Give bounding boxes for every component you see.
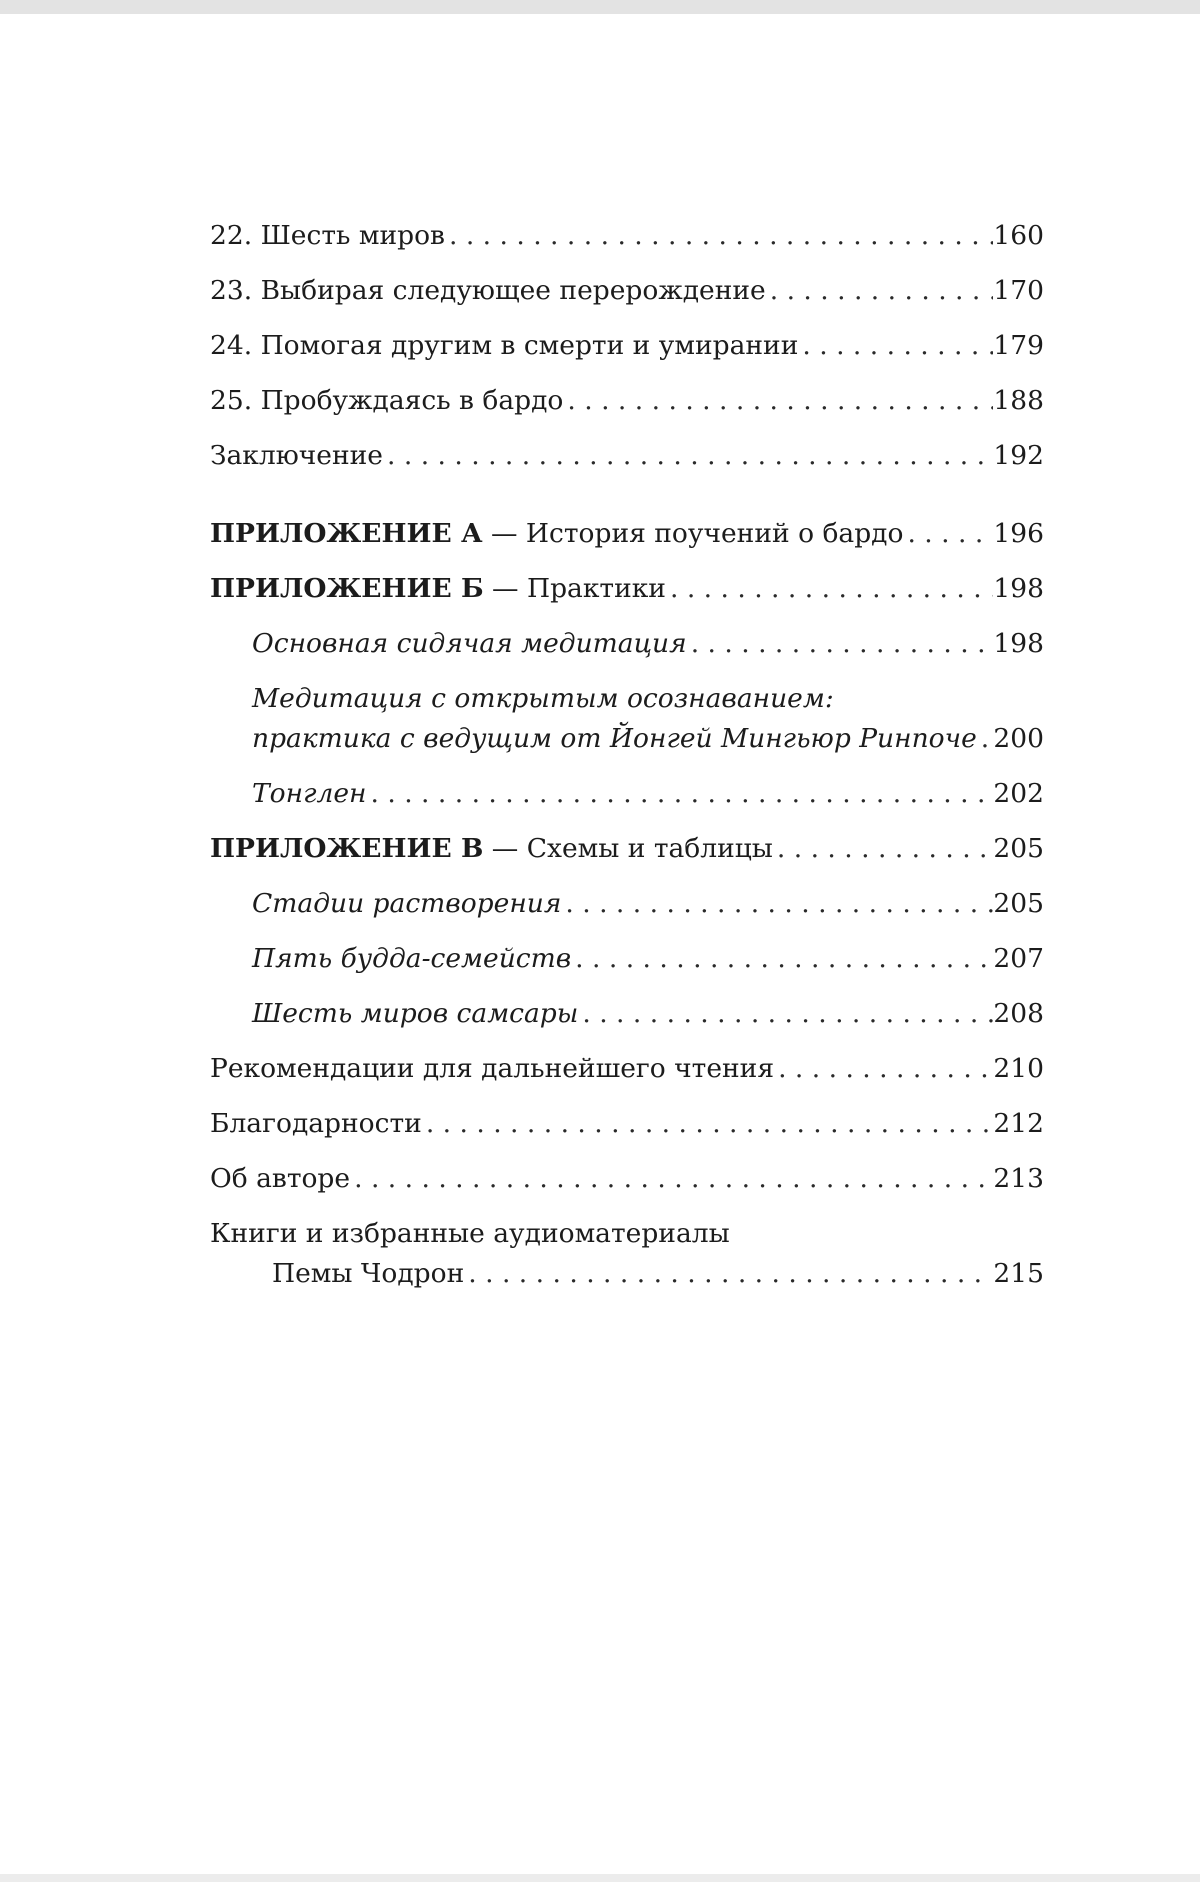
dot-leader <box>464 1254 993 1294</box>
toc-page-number: 196 <box>993 518 1044 549</box>
toc-entry-title: Шесть миров самсары <box>252 998 579 1029</box>
dot-leader <box>422 1104 994 1144</box>
dot-leader <box>903 514 993 554</box>
appendix-label: ПРИЛОЖЕНИЕ Б <box>210 573 484 604</box>
top-edge-band <box>0 0 1200 14</box>
dot-leader <box>766 271 994 311</box>
toc-page-number: 202 <box>993 778 1044 809</box>
toc-page-number: 198 <box>993 628 1044 659</box>
toc-page-number: 213 <box>993 1163 1044 1194</box>
appendix-title: — Схемы и таблицы <box>483 833 773 864</box>
toc-entry-title: Основная сидячая медитация <box>252 628 687 659</box>
dot-leader <box>571 939 993 979</box>
toc-entry-five-buddha-families[interactable] <box>210 939 1044 979</box>
appendix-label: ПРИЛОЖЕНИЕ В <box>210 833 484 864</box>
toc-entry-chapter-22[interactable] <box>210 216 1044 256</box>
toc-page-number: 160 <box>993 220 1044 251</box>
toc-entry-basic-sitting-meditation[interactable] <box>210 624 1044 664</box>
toc-entry-conclusion[interactable] <box>210 436 1044 476</box>
appendix-label: ПРИЛОЖЕНИЕ А <box>210 518 483 549</box>
toc-entry-chapter-24[interactable] <box>210 326 1044 366</box>
toc-page-number: 207 <box>993 943 1044 974</box>
toc-entry-chapter-23[interactable] <box>210 271 1044 311</box>
toc-entry-title <box>210 829 773 869</box>
toc-entry-title: Об авторе <box>210 1163 351 1194</box>
dot-leader <box>774 1049 993 1089</box>
toc-entry-title: 22. Шесть миров <box>210 220 445 251</box>
toc-page-number: 188 <box>993 385 1044 416</box>
toc-entry-title: Тонглен <box>252 778 367 809</box>
dot-leader <box>350 1159 993 1199</box>
toc-entry-title-line-1: Медитация с открытым осознаванием: <box>252 683 834 714</box>
toc-entry-title <box>210 569 666 609</box>
toc-entry-title: 24. Помогая другим в смерти и умирании <box>210 330 799 361</box>
toc-page-number: 215 <box>993 1258 1044 1289</box>
toc-page-number: 205 <box>993 833 1044 864</box>
bottom-edge-band <box>0 1874 1200 1882</box>
table-of-contents <box>210 216 1044 1309</box>
toc-entry-books-audio[interactable] <box>210 1214 1044 1294</box>
toc-page-number: 192 <box>993 440 1044 471</box>
toc-entry-title: Заключение <box>210 440 383 471</box>
toc-entry-title-line-2: практика с ведущим от Йонгей Мингьюр Ринпоче <box>252 723 977 754</box>
dot-leader <box>687 624 994 664</box>
toc-page-number: 198 <box>993 573 1044 604</box>
dot-leader <box>578 994 993 1034</box>
toc-entry-about-author[interactable] <box>210 1159 1044 1199</box>
dot-leader <box>798 326 993 366</box>
toc-entry-title-line-1: Книги и избранные аудиоматериалы <box>210 1218 730 1249</box>
dot-leader <box>563 381 993 421</box>
appendix-title: — История поучений о бардо <box>482 518 904 549</box>
toc-entry-title: Пять будда-семейств <box>252 943 572 974</box>
toc-entry-open-awareness-meditation[interactable] <box>210 679 1044 759</box>
toc-entry-appendix-b[interactable] <box>210 569 1044 609</box>
toc-page-number: 179 <box>993 330 1044 361</box>
toc-entry-six-realms-samsara[interactable] <box>210 994 1044 1034</box>
toc-entry-acknowledgments[interactable] <box>210 1104 1044 1144</box>
toc-entry-appendix-c[interactable] <box>210 829 1044 869</box>
toc-entry-further-reading[interactable] <box>210 1049 1044 1089</box>
toc-page-number: 212 <box>993 1108 1044 1139</box>
toc-entry-appendix-a[interactable] <box>210 514 1044 554</box>
dot-leader <box>977 719 994 759</box>
toc-page-number: 210 <box>993 1053 1044 1084</box>
toc-entry-title: 23. Выбирая следующее перерождение <box>210 275 766 306</box>
toc-page-number: 200 <box>993 723 1044 754</box>
dot-leader <box>367 774 994 814</box>
appendix-title: — Практики <box>483 573 666 604</box>
dot-leader <box>773 829 994 869</box>
toc-entry-chapter-25[interactable] <box>210 381 1044 421</box>
toc-entry-tonglen[interactable] <box>210 774 1044 814</box>
book-page <box>0 14 1200 1874</box>
toc-entry-title: Рекомендации для дальнейшего чтения <box>210 1053 775 1084</box>
dot-leader <box>561 884 993 924</box>
toc-page-number: 208 <box>993 998 1044 1029</box>
toc-entry-title-line-2: Пемы Чодрон <box>272 1258 465 1289</box>
toc-page-number: 170 <box>993 275 1044 306</box>
toc-entry-title <box>210 514 903 554</box>
dot-leader <box>666 569 993 609</box>
toc-entry-title: 25. Пробуждаясь в бардо <box>210 385 564 416</box>
toc-page-number: 205 <box>993 888 1044 919</box>
toc-entry-title: Благодарности <box>210 1108 422 1139</box>
dot-leader <box>383 436 993 476</box>
toc-entry-title: Стадии растворения <box>252 888 562 919</box>
dot-leader <box>445 216 993 256</box>
toc-entry-dissolution-stages[interactable] <box>210 884 1044 924</box>
